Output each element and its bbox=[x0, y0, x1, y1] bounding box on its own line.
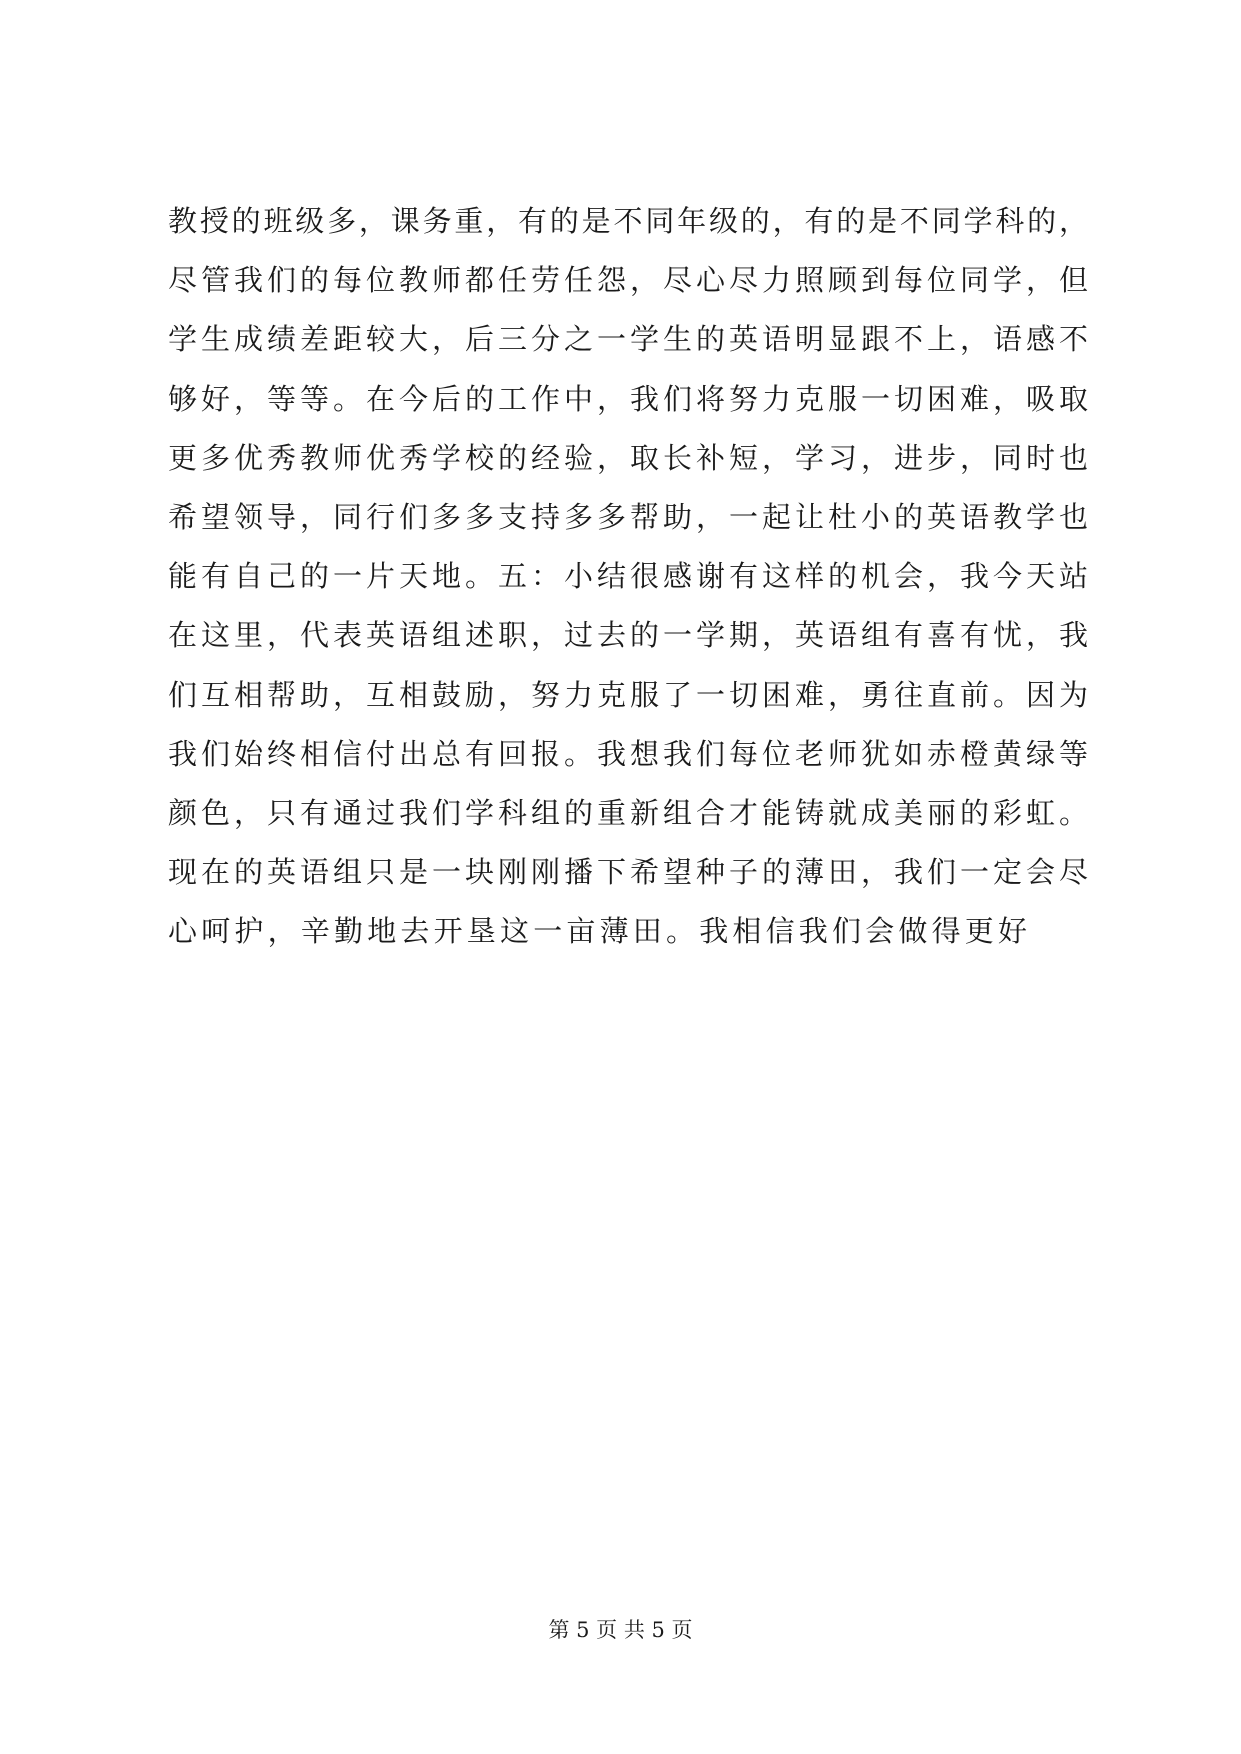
text-line-3: 学生成绩差距较大，后三分之一学生的英语明显跟不上，语感不 bbox=[168, 322, 1088, 357]
text-line-13: 心呵护，辛勤地去开垦这一亩薄田。我相信我们会做得更好 bbox=[168, 914, 1032, 949]
text-line-9: 们互相帮助，互相鼓励，努力克服了一切困难，勇往直前。因为 bbox=[168, 677, 1088, 712]
text-line-8: 在这里，代表英语组述职，过去的一学期，英语组有喜有忧，我 bbox=[168, 618, 1088, 653]
text-line-12: 现在的英语组只是一块刚刚播下希望种子的薄田，我们一定会尽 bbox=[168, 855, 1088, 890]
text-line-6: 希望领导，同行们多多支持多多帮助，一起让杜小的英语教学也 bbox=[168, 499, 1088, 534]
text-line-7: 能有自己的一片天地。五：小结很感谢有这样的机会，我今天站 bbox=[168, 559, 1088, 594]
body-text bbox=[168, 192, 1088, 961]
text-line-1: 教授的班级多，课务重，有的是不同年级的，有的是不同学科的， bbox=[168, 204, 1088, 238]
text-line-2: 尽管我们的每位教师都任劳任怨，尽心尽力照顾到每位同学，但 bbox=[168, 263, 1088, 298]
text-line-5: 更多优秀教师优秀学校的经验，取长补短，学习，进步，同时也 bbox=[168, 440, 1088, 475]
text-line-4: 够好，等等。在今后的工作中，我们将努力克服一切困难，吸取 bbox=[168, 381, 1088, 416]
text-line-10: 我们始终相信付出总有回报。我想我们每位老师犹如赤橙黄绿等 bbox=[168, 736, 1088, 771]
text-line-11: 颜色，只有通过我们学科组的重新组合才能铸就成美丽的彩虹。 bbox=[168, 795, 1088, 830]
page-number-footer: 第 5 页 共 5 页 bbox=[548, 1618, 693, 1642]
